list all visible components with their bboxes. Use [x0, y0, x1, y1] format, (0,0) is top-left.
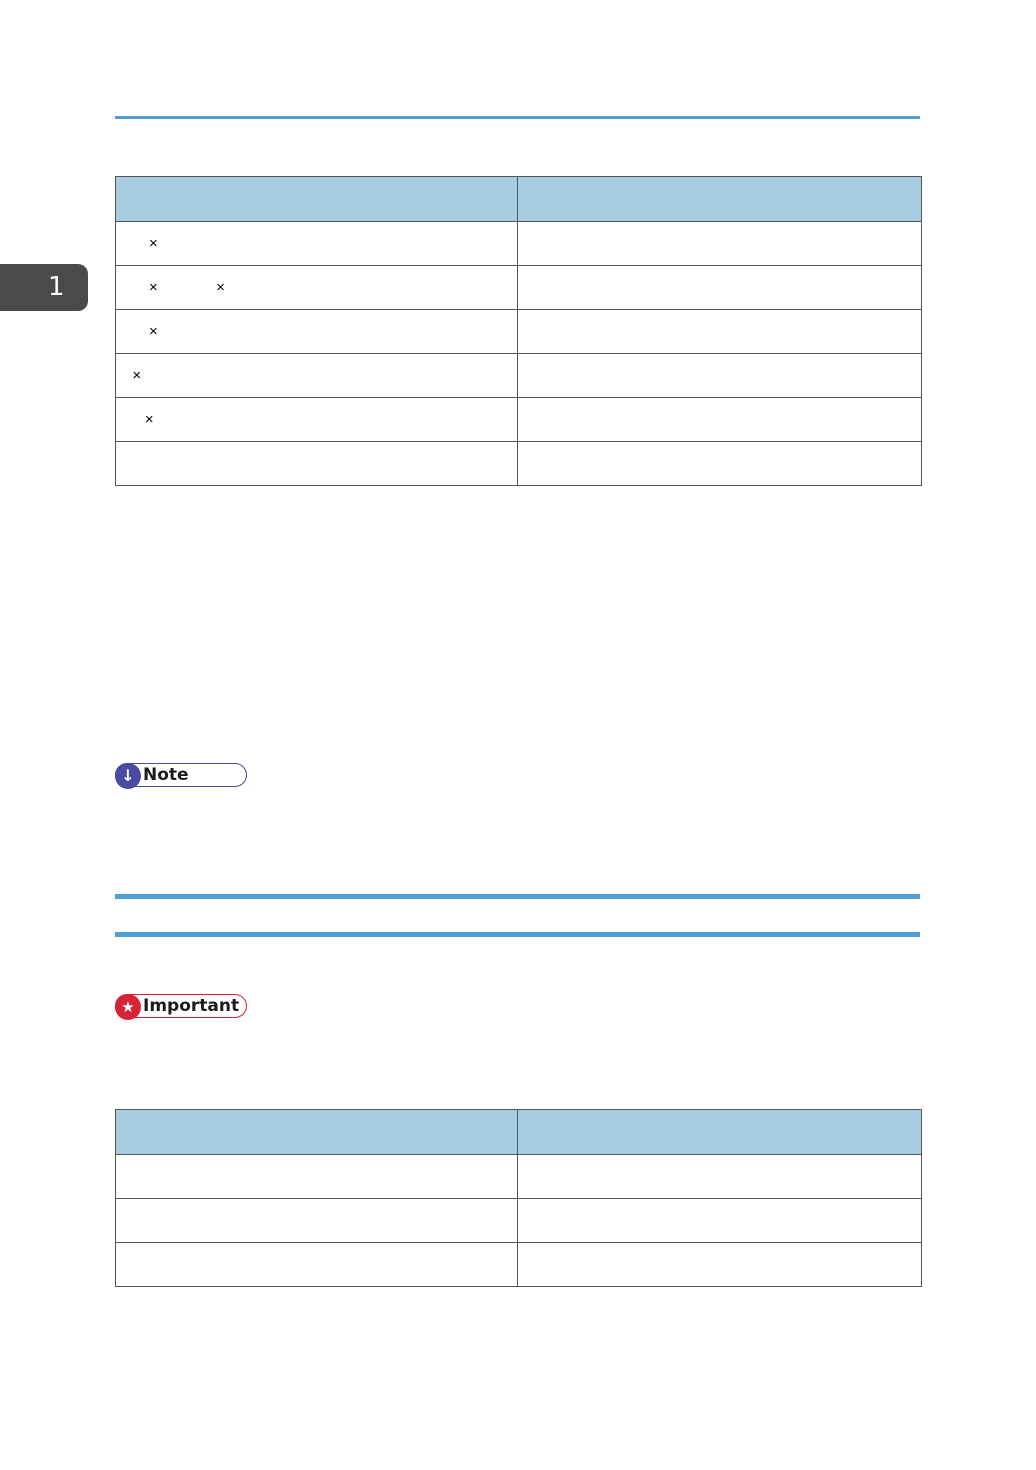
table-cell	[116, 1155, 518, 1199]
table-cell	[518, 398, 922, 442]
table-row	[116, 266, 922, 310]
table-cell: ×	[116, 354, 518, 398]
important-label: Important	[143, 996, 240, 1016]
table-cell	[518, 310, 922, 354]
table-cell	[116, 442, 518, 486]
table-header-cell	[518, 1110, 922, 1155]
table-header-row	[116, 177, 922, 222]
table-row	[116, 442, 922, 486]
table-cell	[518, 266, 922, 310]
table-row	[116, 310, 922, 354]
table-header-row	[116, 1110, 922, 1155]
down-arrow-icon: ↓	[115, 763, 141, 789]
table-cell: ×	[116, 398, 518, 442]
table-cell	[518, 354, 922, 398]
section-rule-bottom	[115, 932, 920, 937]
table-header-cell	[116, 177, 518, 222]
section-rule-top	[115, 894, 920, 899]
table-cell	[518, 1155, 922, 1199]
table-cell: × ×	[116, 266, 518, 310]
table-one	[115, 176, 922, 486]
table-row	[116, 1155, 922, 1199]
table-row	[116, 354, 922, 398]
table-row	[116, 398, 922, 442]
note-badge	[115, 763, 247, 787]
table-cell	[116, 1199, 518, 1243]
table-header-cell	[116, 1110, 518, 1155]
table-row	[116, 1199, 922, 1243]
table-header-cell	[518, 177, 922, 222]
chapter-tab[interactable]	[0, 264, 88, 311]
table-cell: ×	[116, 310, 518, 354]
important-badge	[115, 994, 247, 1018]
table-cell: ×	[116, 222, 518, 266]
table-cell	[518, 222, 922, 266]
table-cell	[518, 442, 922, 486]
table-row	[116, 1243, 922, 1287]
star-icon: ★	[115, 994, 141, 1020]
header-rule	[115, 116, 920, 119]
table-cell	[116, 1243, 518, 1287]
table-cell	[518, 1199, 922, 1243]
table-row	[116, 222, 922, 266]
table-cell	[518, 1243, 922, 1287]
table-two	[115, 1109, 922, 1287]
note-label: Note	[143, 765, 189, 785]
chapter-number: 1	[48, 272, 65, 302]
